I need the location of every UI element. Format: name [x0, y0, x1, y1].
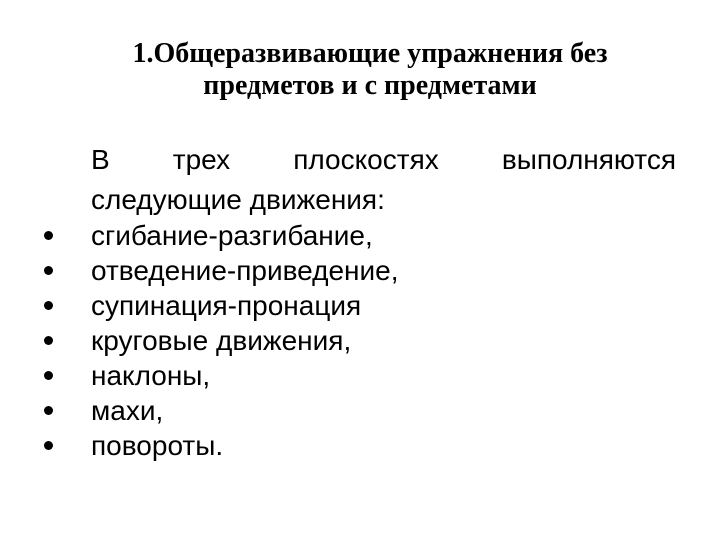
list-item [30, 288, 398, 323]
intro-word: выполняются [501, 144, 676, 175]
list-item-text: отведение-приведение, [91, 255, 399, 286]
list-item [30, 428, 398, 463]
list-item-text: супинация-пронация [91, 290, 362, 321]
bullet-icon [44, 336, 53, 345]
bullet-icon [44, 301, 53, 310]
list-item [30, 323, 398, 358]
title-line-2: предметов и с предметами [203, 70, 537, 101]
bullet-icon [44, 441, 53, 450]
bullet-icon [44, 266, 53, 275]
list-item [30, 253, 398, 288]
title-line-1: 1.Общеразвивающие упражнения без [132, 38, 608, 69]
bullet-icon [44, 231, 53, 240]
list-item [30, 218, 398, 253]
list-item-text: сгибание-разгибание, [91, 220, 373, 251]
list-item [30, 358, 398, 393]
list-item-text: махи, [91, 395, 164, 426]
list-item-text: круговые движения, [91, 325, 352, 356]
list-item-text: повороты. [91, 430, 224, 461]
intro-paragraph [91, 140, 676, 220]
bullet-icon [44, 406, 53, 415]
bullet-icon [44, 371, 53, 380]
slide-title [40, 38, 700, 102]
intro-word: трех [172, 144, 231, 175]
intro-line-2: следующие движения: [91, 184, 385, 215]
intro-word: плоскостях [293, 144, 439, 175]
list-item [30, 393, 398, 428]
intro-line-1 [91, 140, 676, 180]
list-item-text: наклоны, [91, 360, 211, 391]
intro-word: В [91, 144, 110, 175]
movement-list [30, 218, 398, 463]
